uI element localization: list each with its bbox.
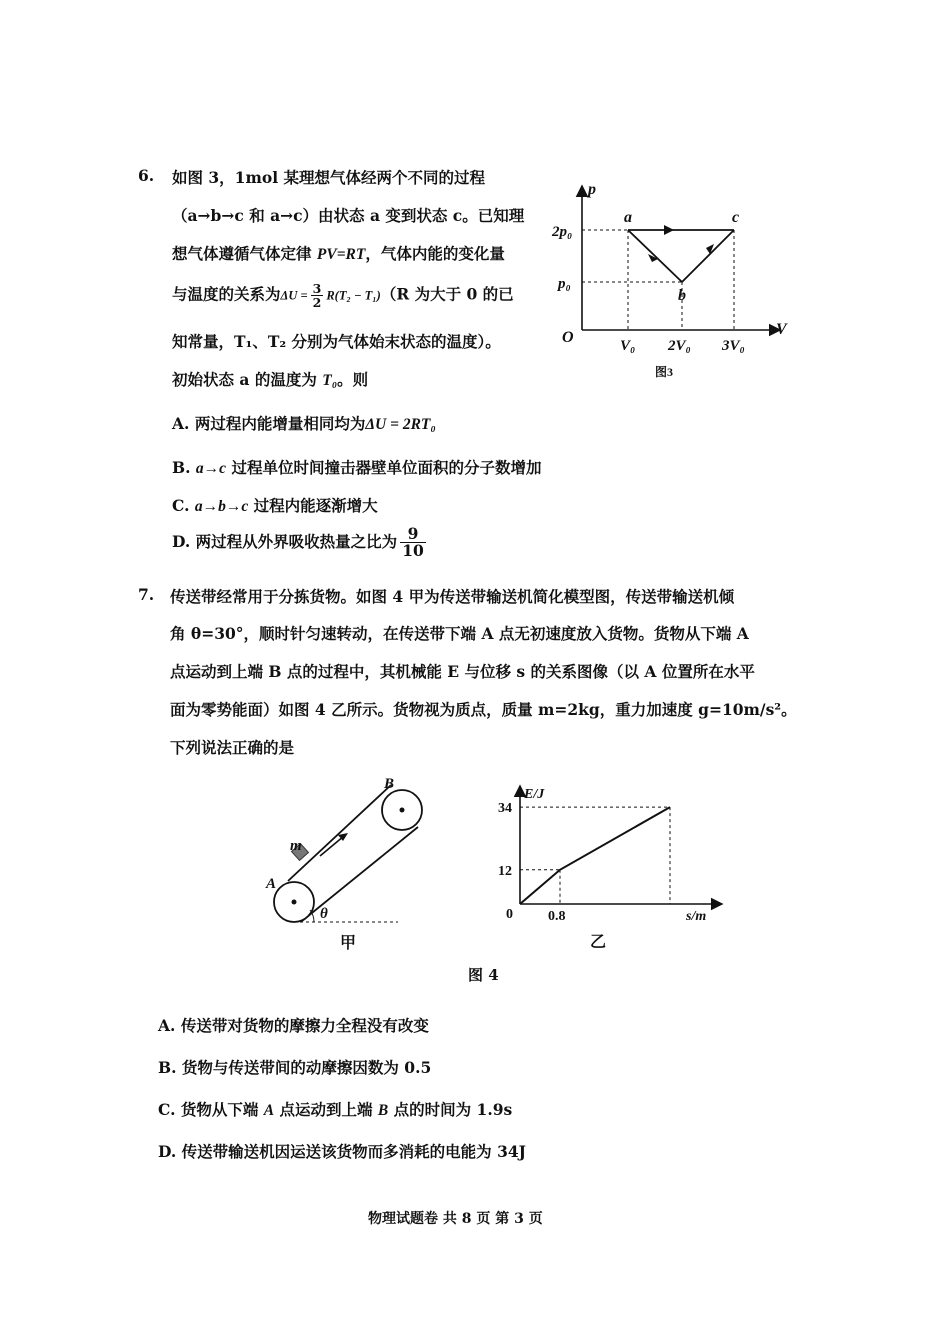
s-axis-label: s/m [686, 909, 707, 924]
pulley-b-axle [400, 808, 405, 813]
label-a: A [266, 876, 277, 892]
point-c-label: c [732, 209, 740, 226]
label-m: m [290, 838, 302, 854]
q7-option-c [158, 1098, 512, 1120]
q6-line6-text-a: 初始状态 a 的温度为 [172, 370, 323, 389]
label-theta: θ [320, 906, 328, 922]
energy-displacement-chart [490, 780, 730, 955]
origin-label: O [562, 329, 574, 346]
q6-option-b-text: 过程单位时间撞击器壁单位面积的分子数增加 [226, 458, 542, 477]
q7-option-a: A. 传送带对货物的摩擦力全程没有改变 [158, 1016, 429, 1035]
q6-option-b-label: B. [172, 458, 196, 477]
x-tick-label-0: 0.8 [548, 909, 566, 924]
page-footer: 物理试题卷 共 8 页 第 3 页 [368, 1211, 543, 1227]
point-a-label: a [624, 209, 632, 226]
y-tick-label-1: 34 [498, 801, 512, 817]
q6-line4-text-a: 与温度的关系为 [172, 284, 281, 304]
tick-2v0: 2V₀ [668, 338, 691, 354]
belt-top [288, 785, 391, 881]
y-tick-label-0: 12 [498, 863, 512, 879]
q6-gas-law: PV=RT [316, 246, 366, 263]
q7-line1: 传送带经常用于分拣货物。如图 4 甲为传送带输送机简化模型图，传送带输送机倾 [170, 587, 735, 606]
q6-option-d [172, 526, 429, 560]
q6-option-a-expr: ΔU = 2RT₀ [365, 416, 436, 433]
q6-option-b-process: a→c [195, 460, 227, 477]
point-b-label: b [678, 287, 686, 304]
q6-formula-num: 3 [312, 281, 322, 296]
arrow-b-to-c [706, 244, 714, 254]
q7-option-d: D. 传送带输送机因运送该货物而多消耗的电能为 34J [158, 1142, 526, 1161]
q6-formula-fraction [311, 282, 324, 309]
q6-option-d-fraction [400, 526, 426, 560]
q6-line2: （a→b→c 和 a→c）由状态 a 变到状态 c。已知理 [172, 206, 525, 225]
q6-option-a-text: A. 两过程内能增量相同均为 [172, 414, 366, 433]
q6-line1: 如图 3，1mol 某理想气体经两个不同的过程 [172, 168, 485, 187]
q6-pv-diagram [540, 178, 800, 388]
tick-2p0: 2p₀ [552, 224, 573, 240]
label-b: B [384, 776, 395, 792]
chart-origin: 0 [506, 907, 513, 922]
figure-4-caption: 图 4 [468, 966, 499, 984]
q6-number: 6. [138, 166, 155, 185]
q6-option-d-den: 10 [402, 541, 424, 561]
q6-formula-rhs: R(T₂ − T₁) [326, 288, 381, 303]
q7-option-b: B. 货物与传送带间的动摩擦因数为 0.5 [158, 1058, 432, 1077]
q7-line3: 点运动到上端 B 点的过程中，其机械能 E 与位移 s 的关系图像（以 A 位置所在水平 [170, 662, 755, 681]
q6-line3 [172, 242, 505, 264]
tick-3v0: 3V₀ [722, 338, 745, 354]
q7-option-c-text-2: 点运动到上端 [274, 1100, 378, 1119]
q7-option-c-text-1: C. 货物从下端 [158, 1100, 264, 1119]
e-axis-label: E/J [524, 787, 545, 802]
energy-curve [520, 807, 670, 904]
q6-t0: T₀ [322, 372, 338, 389]
q6-option-c-text: 过程内能逐渐增大 [248, 496, 378, 515]
path-b-to-c [682, 230, 734, 282]
q6-option-b [172, 456, 541, 478]
q6-line3-text-a: 想气体遵循气体定律 [172, 244, 317, 263]
q7-line4: 面为零势能面）如图 4 乙所示。货物视为质点，质量 m=2kg，重力加速度 g=10m/s²。 [170, 700, 797, 719]
q6-option-c-process: a→b→c [194, 498, 249, 515]
q6-line4-text-b: （R 为大于 0 的已 [380, 284, 514, 304]
q6-option-a [172, 412, 436, 434]
conveyor-diagram [258, 770, 438, 955]
path-a-to-b [628, 230, 682, 282]
q7-line5: 下列说法正确的是 [170, 738, 295, 757]
tick-v0: V₀ [620, 338, 636, 354]
q6-option-c-label: C. [172, 496, 195, 515]
q7-option-c-point-b: B [377, 1102, 389, 1119]
figure-3-caption: 图3 [655, 365, 674, 379]
q6-option-c [172, 494, 378, 516]
q6-option-d-num: 9 [400, 526, 426, 543]
q6-line3-text-b: ，气体内能的变化量 [365, 244, 505, 263]
q6-line6-text-b: 。则 [337, 370, 369, 389]
q6-line6 [172, 368, 368, 390]
caption-yi: 乙 [590, 934, 607, 951]
q6-line4 [172, 282, 514, 309]
arrow-a-to-c [664, 225, 674, 235]
q6-formula-lhs: ΔU = [280, 288, 308, 303]
q7-option-c-point-a: A [263, 1102, 275, 1119]
q7-line2: 角 θ=30°，顺时针匀速转动，在传送带下端 A 点无初速度放入货物。货物从下端 A [170, 624, 749, 643]
pulley-a-axle [292, 900, 297, 905]
q7-option-c-text-3: 点的时间为 1.9s [388, 1100, 513, 1119]
tick-p0: p₀ [558, 276, 571, 292]
q6-line5: 知常量，T₁、T₂ 分别为气体始末状态的温度）。 [172, 332, 501, 351]
q6-option-d-text: D. 两过程从外界吸收热量之比为 [172, 531, 398, 551]
q6-formula-den: 2 [312, 295, 322, 311]
p-axis-label: p [588, 181, 596, 198]
v-axis-label: V [776, 321, 787, 338]
q7-number: 7. [138, 585, 155, 604]
caption-jia: 甲 [340, 935, 357, 952]
